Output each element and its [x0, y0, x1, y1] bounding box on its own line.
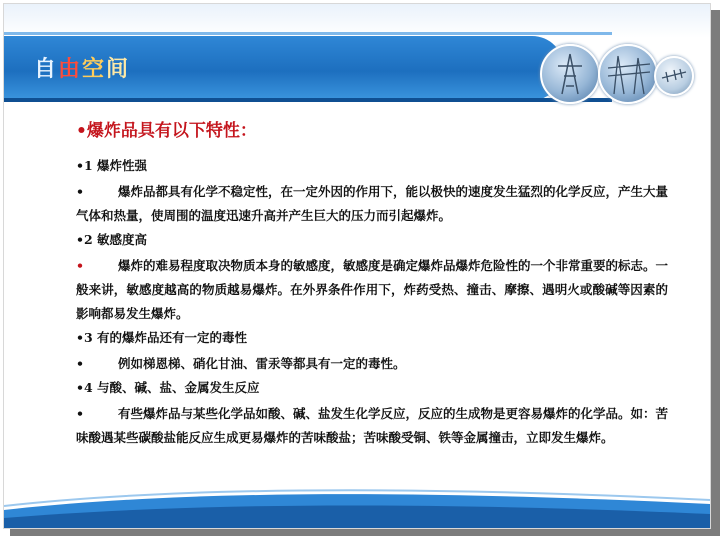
header-dark-stripe	[4, 98, 612, 102]
section-title: •爆炸品具有以下特性：	[76, 121, 257, 141]
logo-char: 空	[82, 57, 107, 82]
item-paragraph	[76, 254, 668, 326]
header-highlight-stripe	[4, 32, 612, 35]
footer-wave	[4, 488, 710, 528]
item-paragraph	[76, 402, 668, 450]
slide-header	[4, 4, 710, 116]
bullet: •	[76, 258, 84, 273]
logo-char: 间	[106, 57, 131, 82]
slide	[3, 3, 711, 529]
logo	[34, 52, 130, 83]
paragraph-text: 爆炸品都具有化学不稳定性，在一定外因的作用下，能以极快的速度发生猛烈的化学反应，产生大量气体和热量，使周围的温度迅速升高并产生巨大的压力而引起爆炸。	[76, 184, 669, 223]
item-paragraph	[76, 352, 668, 376]
logo-char: 由	[58, 57, 83, 82]
content-area	[76, 120, 668, 450]
paragraph-text: 例如梯恩梯、硝化甘油、雷汞等都具有一定的毒性。	[118, 356, 406, 371]
item-heading: •2 敏感度高	[76, 232, 148, 247]
bullet: •	[76, 184, 84, 199]
insulator-image	[654, 56, 694, 96]
bullet: •	[76, 406, 84, 421]
power-lines-image	[598, 44, 658, 104]
power-tower-image	[540, 44, 600, 104]
paragraph-text: 爆炸的难易程度取决物质本身的敏感度，敏感度是确定爆炸品爆炸危险性的一个非常重要的标志。一般来讲，敏感度越高的物质越易爆炸。在外界条件作用下，炸药受热、撞击、摩擦、遇明火或酸碱等因素的影响都易发生爆炸。	[76, 258, 669, 321]
item-heading: •4 与酸、碱、盐、金属发生反应	[76, 380, 260, 395]
bullet: •	[76, 356, 84, 371]
logo-char: 自	[34, 57, 59, 82]
item-heading: •3 有的爆炸品还有一定的毒性	[76, 330, 248, 345]
item-heading: •1 爆炸性强	[76, 158, 148, 173]
paragraph-text: 有些爆炸品与某些化学品如酸、碱、盐发生化学反应，反应的生成物是更容易爆炸的化学品。如：苦味酸遇某些碳酸盐能反应生成更易爆炸的苦味酸盐；苦味酸受铜、铁等金属撞击，立即发生爆炸。	[76, 406, 669, 445]
item-paragraph	[76, 180, 668, 228]
